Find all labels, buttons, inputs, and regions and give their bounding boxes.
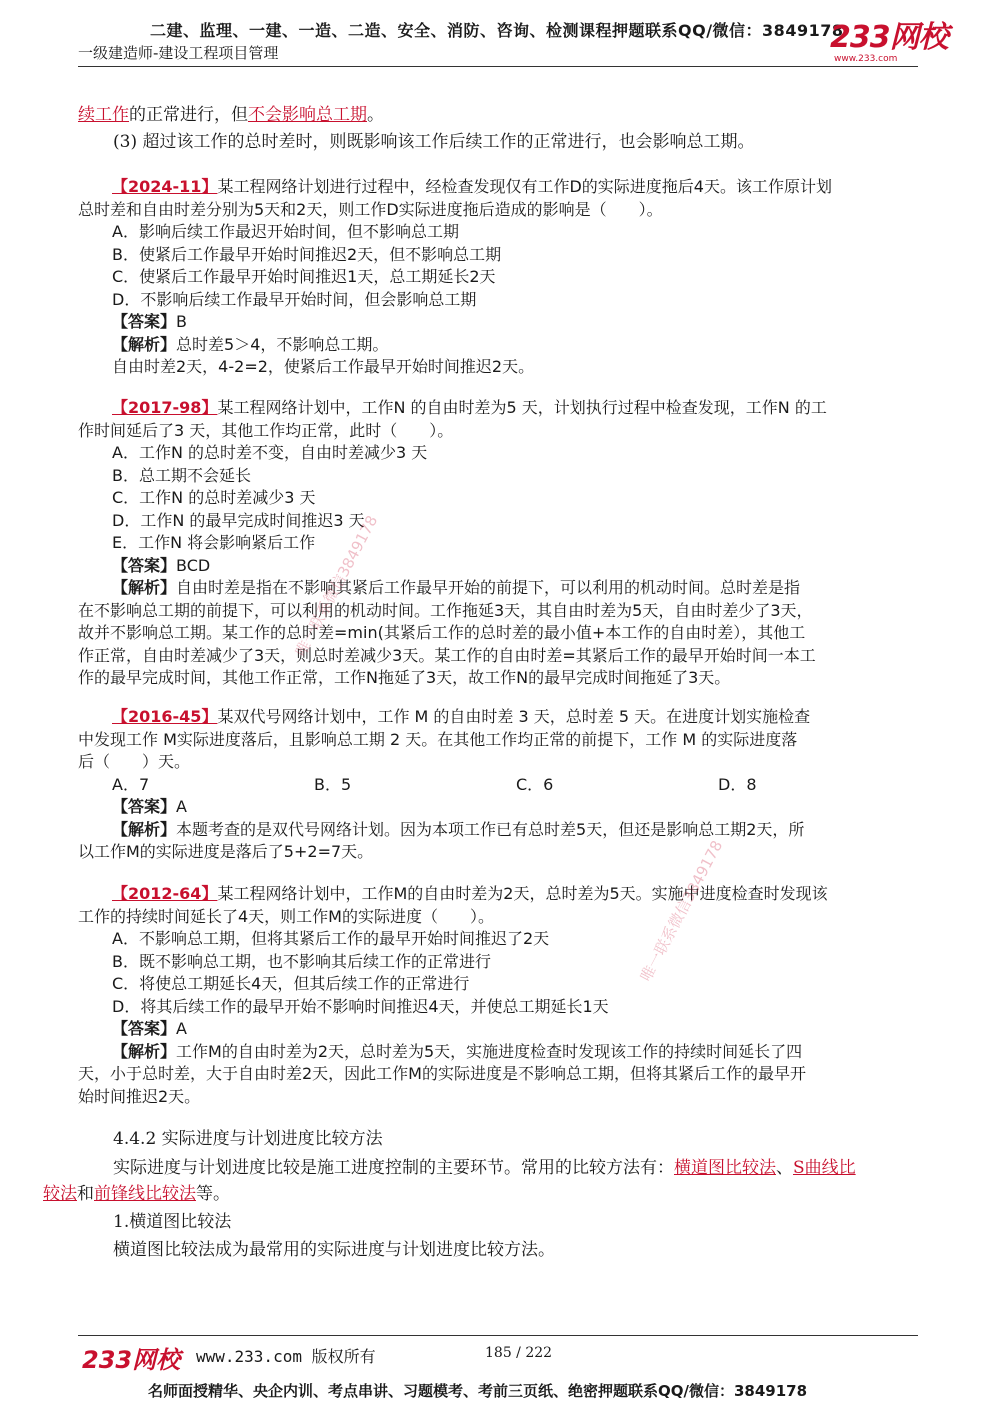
watermark: 唯一联系微信3849178 bbox=[636, 837, 727, 985]
answer bbox=[78, 311, 926, 334]
answer-label: 【答案】 bbox=[112, 312, 177, 331]
option-a: A．工作N 的总时差不变，自由时差减少3 天 bbox=[112, 443, 428, 462]
document-subtitle: 一级建造师-建设工程项目管理 bbox=[78, 44, 279, 62]
question-2012-64 bbox=[78, 883, 926, 1108]
logo-text: 233网校 bbox=[830, 20, 948, 55]
text: 。 bbox=[367, 105, 384, 125]
analysis-text: 在不影响总工期的前提下，可以利用的机动时间。工作拖延3天，其自由时差为5天，自由时差少了3天， bbox=[78, 600, 813, 620]
option-c: C．使紧后工作最早开始时间推迟1天，总工期延长2天 bbox=[112, 267, 496, 286]
question-stem: 某工程网络计划中，工作N 的自由时差为5 天，计划执行过程中检查发现，工作N 的工 bbox=[217, 398, 827, 417]
analysis-label: 【解析】 bbox=[112, 819, 177, 839]
footer-logo: 233网校 bbox=[82, 1346, 181, 1374]
option-a: A．影响后续工作最迟开始时间，但不影响总工期 bbox=[112, 222, 459, 241]
footer-promo: 名师面授精华、央企内训、考点串讲、习题模考、考前三页纸、绝密押题联系QQ/微信：3849178 bbox=[148, 1382, 808, 1400]
question-stem: 工作的持续时间延长了4天，则工作M的实际进度（ ）。 bbox=[78, 906, 494, 926]
text: 等。 bbox=[196, 1184, 230, 1204]
option-a: A．不影响总工期，但将其紧后工作的最早开始时间推迟了2天 bbox=[112, 929, 550, 948]
analysis-text: 作的最早完成时间，其他工作正常，工作N拖延了3天，故工作N的最早完成时间拖延了3天。 bbox=[78, 668, 731, 687]
answer bbox=[78, 796, 926, 819]
watermark: 唯一联系微信3849178 bbox=[291, 512, 382, 660]
analysis-label: 【解析】 bbox=[112, 578, 177, 597]
answer-value: B bbox=[176, 312, 187, 331]
question-stem: 中发现工作 M实际进度落后，且影响总工期 2 天。在其他工作均正常的前提下，工作 M 的实际进度落 bbox=[78, 729, 798, 749]
answer-value: A bbox=[176, 797, 187, 816]
analysis-text: 工作M的自由时差为2天，总时差为5天，实施进度检查时发现该工作的持续时间延长了四 bbox=[176, 1041, 803, 1061]
answer-value: BCD bbox=[176, 555, 211, 575]
question-stem: 某工程网络计划进行过程中，经检查发现仅有工作D的实际进度拖后4天。该工作原计划 bbox=[217, 177, 832, 196]
emphasis-text: 续工作 bbox=[78, 105, 129, 125]
option-c: C．工作N 的总时差减少3 天 bbox=[112, 488, 316, 507]
option-c: C．6 bbox=[516, 774, 554, 794]
question-stem: 总时差和自由时差分别为5天和2天，则工作D实际进度拖后造成的影响是（ ）。 bbox=[78, 199, 663, 219]
option-b: B．5 bbox=[314, 774, 352, 794]
text: 、 bbox=[776, 1158, 793, 1178]
answer-label: 【答案】 bbox=[112, 555, 177, 575]
method-link: 横道图比较法 bbox=[674, 1158, 776, 1178]
option-b: B．总工期不会延长 bbox=[112, 465, 251, 485]
section-paragraph bbox=[43, 1155, 923, 1207]
section-heading: 4.4.2 实际进度与计划进度比较方法 bbox=[113, 1129, 383, 1149]
question-stem: 某工程网络计划中，工作M的自由时差为2天，总时差为5天。实施中进度检查时发现该 bbox=[217, 884, 828, 903]
text: 实际进度与计划进度比较是施工进度控制的主要环节。常用的比较方法有： bbox=[113, 1158, 674, 1178]
analysis-text: 自由时差2天，4-2=2，使紧后工作最早开始时间推迟2天。 bbox=[112, 357, 535, 376]
page-number: 185 / 222 bbox=[485, 1345, 553, 1361]
question-stem: 后（ ）天。 bbox=[78, 752, 191, 771]
analysis bbox=[78, 334, 926, 357]
answer-label: 【答案】 bbox=[112, 1019, 177, 1038]
option-d: D．不影响后续工作最早开始时间，但会影响总工期 bbox=[112, 289, 477, 309]
question-2017-98 bbox=[78, 397, 926, 690]
header-promo: 二建、监理、一建、一造、二造、安全、消防、咨询、检测课程押题联系QQ/微信：3849178 bbox=[150, 21, 844, 40]
option-d: D．工作N 的最早完成时间推迟3 天 bbox=[112, 510, 365, 530]
analysis-text: 故并不影响总工期。某工作的总时差=min(其紧后工作的总时差的最小值+本工作的自由时差），其他工 bbox=[78, 623, 806, 642]
question-2024-11 bbox=[78, 176, 926, 379]
analysis-text: 作正常，自由时差减少了3天，则总时差减少3天。某工作的自由时差=其紧后工作的最早开始时间一本工 bbox=[78, 645, 816, 665]
analysis-text: 总时差5＞4，不影响总工期。 bbox=[176, 334, 389, 354]
method-link: S曲线比 bbox=[793, 1158, 856, 1178]
question-tag: 【2016-45】 bbox=[112, 707, 218, 726]
answer bbox=[78, 555, 926, 578]
text: 的正常进行，但 bbox=[129, 105, 248, 125]
header-rule bbox=[78, 66, 918, 67]
sub-heading: 1.横道图比较法 bbox=[113, 1212, 232, 1232]
question-stem: 某双代号网络计划中，工作 M 的自由时差 3 天，总时差 5 天。在进度计划实施检查 bbox=[217, 707, 811, 726]
question-2016-45 bbox=[78, 706, 926, 864]
option-b: B．既不影响总工期，也不影响其后续工作的正常进行 bbox=[112, 951, 491, 971]
footer-rule bbox=[78, 1335, 918, 1336]
option-d: D．8 bbox=[718, 774, 757, 794]
option-e: E．工作N 将会影响紧后工作 bbox=[112, 533, 316, 552]
logo-url: www.233.com bbox=[834, 54, 898, 64]
options-row bbox=[78, 774, 926, 797]
analysis-text: 自由时差是指在不影响其紧后工作最早开始的前提下，可以利用的机动时间。总时差是指 bbox=[176, 578, 801, 597]
answer bbox=[78, 1018, 926, 1041]
analysis-text: 天，小于总时差，大于自由时差2天，因此工作M的实际进度是不影响总工期，但将其紧后工作的最早开 bbox=[78, 1064, 806, 1083]
answer-label: 【答案】 bbox=[112, 797, 177, 816]
text: 和 bbox=[77, 1184, 94, 1204]
option-a: A．7 bbox=[112, 774, 150, 794]
intro-line-2: (3) 超过该工作的总时差时，则既影响该工作后续工作的正常进行，也会影响总工期。 bbox=[113, 132, 755, 152]
intro-line-1 bbox=[78, 104, 923, 126]
option-c: C．将使总工期延长4天，但其后续工作的正常进行 bbox=[112, 974, 470, 993]
question-stem: 作时间延后了3 天，其他工作均正常，此时（ ）。 bbox=[78, 420, 454, 440]
answer-value: A bbox=[176, 1019, 187, 1038]
method-link: 前锋线比较法 bbox=[94, 1184, 196, 1204]
method-link: 较法 bbox=[43, 1184, 77, 1204]
option-d: D．将其后续工作的最早开始不影响时间推迟4天，并使总工期延长1天 bbox=[112, 996, 609, 1016]
question-tag: 【2017-98】 bbox=[112, 398, 218, 417]
emphasis-text: 不会影响总工期 bbox=[248, 105, 367, 125]
analysis-text: 本题考查的是双代号网络计划。因为本项工作已有总时差5天，但还是影响总工期2天，所 bbox=[176, 819, 805, 839]
analysis-label: 【解析】 bbox=[112, 1041, 177, 1061]
option-b: B．使紧后工作最早开始时间推迟2天，但不影响总工期 bbox=[112, 244, 502, 264]
section-paragraph: 横道图比较法成为最常用的实际进度与计划进度比较方法。 bbox=[113, 1240, 555, 1260]
brand-logo bbox=[830, 22, 948, 64]
analysis-text: 始时间推迟2天。 bbox=[78, 1086, 201, 1106]
analysis-label: 【解析】 bbox=[112, 334, 177, 354]
question-tag: 【2024-11】 bbox=[112, 177, 218, 196]
analysis-text: 以工作M的实际进度是落后了5+2=7天。 bbox=[78, 842, 374, 861]
question-tag: 【2012-64】 bbox=[112, 884, 218, 903]
footer-copyright: www.233.com 版权所有 bbox=[196, 1347, 376, 1366]
